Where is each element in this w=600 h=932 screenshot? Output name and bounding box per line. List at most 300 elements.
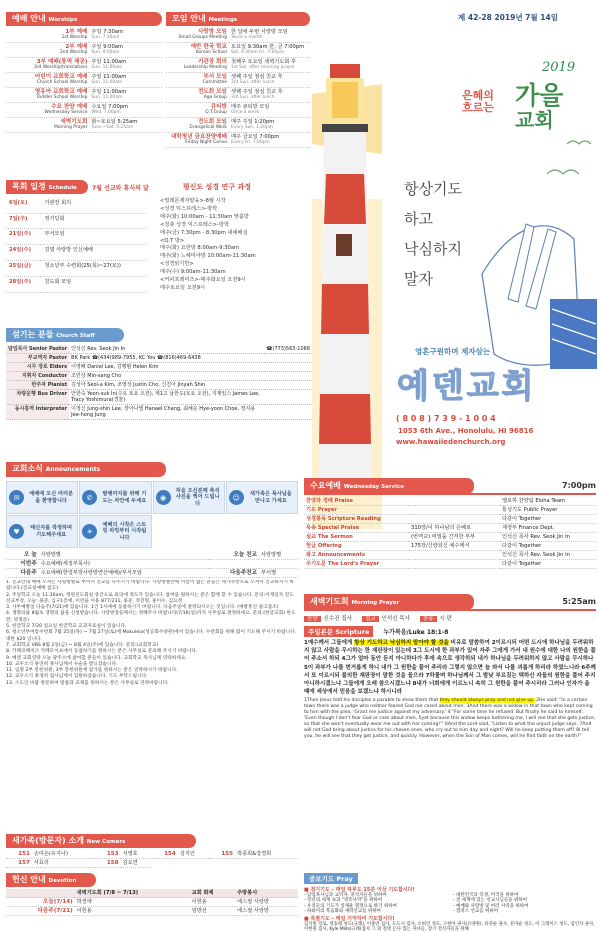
worship-name: 새벽기도회 Morning Prayer	[6, 118, 89, 133]
worship-name: 영유아 교회학교 예배 Toddler School Worship	[6, 88, 89, 103]
announcements-header: 교회소식 Announcements	[6, 462, 166, 477]
course-line: 매주(화) 요한방 8:00am-9:30am	[160, 245, 240, 252]
notice-item: 8. 카페코페미즈 카페모이프에서 동참하기를 원하시는 분은 사무실로 문의해 주시기 바랍니다.	[6, 649, 198, 655]
service-detail: (번역교) 비밀을 간직한 부부	[409, 533, 500, 542]
wednesday-table	[304, 497, 596, 569]
course-line: 매주(화) 느헤미야방 10:00am-11:30am	[160, 253, 256, 260]
staff-name: 인석신 Rev. Seok Jin In	[69, 345, 264, 354]
service-leader: 재정부 Finance Dept.	[500, 524, 596, 533]
staff-name: 조민상 Min-sang Cho	[69, 372, 264, 381]
schedule-note: 7월 선교와 휴식의 달	[92, 184, 149, 192]
prayer-item: - 예배와 사랑방 및 여러 사역을 위하여	[453, 903, 529, 909]
meeting-name-en: Small Groups Meeting	[178, 35, 227, 40]
service-leader: 다같이 Together	[500, 542, 596, 551]
cover-phone: ( 8 0 8 ) 7 3 9 - 1 0 0 4	[396, 414, 496, 423]
course-line: <성경 익스프레스>-방학	[160, 205, 218, 212]
service-row	[304, 506, 596, 515]
meeting-name: 부서 모임 Committee	[166, 73, 229, 88]
schedule-row	[6, 229, 146, 245]
announcement-text: 발행까지를 위해 기도는 차안에 두세요	[102, 491, 147, 504]
meeting-name-en: Age Group	[203, 95, 227, 100]
worship-time-en: Tues.~Sat. 5:25am	[91, 125, 134, 130]
announcement-icon: ♥	[9, 524, 24, 539]
worship-time-en: Wed. 7:00pm	[91, 110, 121, 115]
notice-item: 7. 교회학교 VBS 8월 2일(금) ~ 8월 4일(주)에 있습니다. 문의:(교회학교)	[6, 642, 159, 648]
worship-name-en: Toddler School Worship	[36, 95, 88, 100]
notice-item: 2. 주일학교 오늘 11:30am, 정원진도회실 중간으로 외의에 정도가 있습니다. 참여를 원하시는 분은 함께 할 수 있습니다. 문의:이재일자 전도선교부장, 오늘: 홍준, 입구1층에, 이런을 이용 877/231, 홍준, 정진형, 홍이수, 김요정	[6, 592, 294, 604]
course-line: <빌레몬제자양육>-8월 시작	[160, 198, 226, 204]
devotion-col-header: 교회 화제	[190, 889, 235, 898]
newcomer-name: 서영호	[121, 850, 152, 859]
worship-time: 주일 11:00am Sun. 11:00am	[89, 88, 162, 103]
meeting-desc: 토요일 9:30am 한, 금 7:00pm Sat. 9:30am Fri. 7:00pm	[229, 43, 310, 58]
meeting-desc: 매주 주일 1:20pm Every Sun. 1:20pm	[229, 118, 310, 133]
morning-header: 새벽기도회 Morning Prayer 5:25am	[304, 594, 596, 611]
worship-time: 화~토요일 5:25am Tues.~Sat. 5:25am	[89, 118, 162, 133]
staff-contact	[264, 381, 312, 390]
service-item: 특송 Special Praise	[304, 524, 409, 533]
prayer-item: - 캠퍼스 선교를 위하여	[453, 909, 499, 915]
leader-item	[304, 614, 352, 622]
service-leader: 인석신 목사 Rev. Seok Jin In	[500, 551, 596, 560]
announcement-card	[79, 481, 151, 514]
prayer-col-1	[304, 893, 447, 915]
service-detail	[409, 506, 500, 515]
service-detail: 310장/이 하나님의 은혜로	[409, 524, 500, 533]
newcomer-number: 155	[209, 850, 235, 859]
newcomers-table	[6, 850, 298, 868]
schedule-text: 기관장 회의	[41, 198, 146, 213]
worship-time-en: Sun. 7:30am	[91, 35, 120, 40]
notice-item: 3. 사무예방일 다음주(7/21)에 있습니다. 1인 1시에에 동참하시기 바랍니다. 다음주일에 결정되시오는 것입니다. (예방통신 광고참조)	[6, 605, 279, 611]
meeting-desc-en: Sat. 9:30am Fri. 7:00pm	[230, 50, 285, 55]
course-line: 매주(금) 7:30pm - 8:30pm 대예배실	[160, 229, 248, 236]
meeting-name: 대학청년 금요찬양예배 Friday Night Convo	[166, 133, 229, 148]
service-row	[304, 560, 596, 569]
staff-contact	[264, 390, 312, 405]
worship-time-en: Sun. 11:00am	[91, 65, 123, 70]
prayer-item: - 담임목사님과 교역자, 중직자들을 위하여	[304, 893, 387, 898]
leader-name: 인석신 목사	[381, 616, 410, 622]
course-line: <성경읽기반>	[160, 261, 194, 268]
devotion-row	[6, 907, 298, 916]
meeting-desc: 셋째 주일 점심 친교 후 3rd Sun. after lunch	[229, 88, 310, 103]
course-line: 매주토요일 오전9시	[160, 284, 206, 291]
cover-title-small: 은혜의 흐르는	[462, 89, 494, 114]
prayer-item: - 장년의 세계 속과 "영흥사역"을 위하여	[304, 898, 383, 904]
worship-name: 2부 예배 2nd Worship	[6, 43, 89, 58]
cover-panel	[312, 24, 597, 529]
course-line: <Q.T 방>	[160, 237, 185, 244]
meeting-desc: 셋째 주일 점심 친교 후 3rd Sun. after lunch	[229, 73, 310, 88]
meeting-row	[166, 103, 310, 118]
prayer-item: - 하와이의 복음화와 새력선교를 위하여	[304, 909, 381, 915]
notice-item: 5. 한글학교 7/20 일요일 한글학교 교과자료실이 있습니다.	[6, 624, 127, 630]
leader-item	[362, 614, 410, 622]
worship-row	[6, 103, 162, 118]
notice-item: 1. 진교안내 예배 오셔는 사랑방별로 부어서 진교를 나누시기 바랍니다. 사랑방별만에 이름이 없는 분들은 세가족반으로 오셔서 진교하시기 바랍니다.(진교실예배 참고)	[6, 580, 294, 592]
meeting-name: 큐티방 Q.T.Group	[166, 103, 229, 118]
worship-row	[6, 58, 162, 73]
staff-role: 반주자 Pianist	[6, 381, 69, 390]
meeting-row	[166, 88, 310, 103]
devotion-header: 헌신 안내 Devotion	[6, 873, 96, 887]
duty-row	[6, 551, 298, 560]
notice-list	[6, 580, 298, 763]
announcement-icon: ☀	[82, 524, 97, 539]
meeting-name: 전도회 모임 Evangelical Work	[166, 118, 229, 133]
meeting-desc: 매주 큐티방 모임 Once a week	[229, 103, 310, 118]
devotion-cell: 박경애	[75, 898, 190, 907]
worship-name-en: 3rd Worship(translation)	[34, 65, 88, 70]
service-item: 찬양과 경배 Praise	[304, 497, 409, 506]
duty-label: 다음주	[6, 569, 39, 578]
verse-line: 말자	[404, 270, 433, 288]
meetings-header: 모임 안내 Meetings	[166, 12, 310, 26]
meeting-name-en: Q.T.Group	[205, 110, 227, 115]
newcomer-name: 박종희&강경희	[235, 850, 298, 859]
staff-name: BK Park ☎(434)989-7955, KC You ☎(816)469-6438	[69, 354, 264, 363]
schedule-row	[6, 198, 146, 213]
schedule-text: 김엽 사랑방 인신예배	[41, 245, 146, 261]
worship-name-en: 1st Worship	[61, 35, 88, 40]
devotion-cell: 에스절 사랑방	[235, 907, 298, 916]
schedule-date: 21일(주)	[6, 229, 41, 245]
wednesday-header: 수요예배 Wednesday Service 7:00pm	[304, 478, 596, 495]
service-leader: 인석신 목사 Rev. Seok Jin In	[500, 533, 596, 542]
staff-row	[6, 405, 312, 420]
notice-item: 9. 예덴 교회연락 오늘 광주소에 참여할 분들이 있습니다. 교회학교 목사님께 연락하세요.	[6, 655, 187, 661]
service-leader: 통성기도 Public Prayer	[500, 506, 596, 515]
service-leader: 다같이 Together	[500, 560, 596, 569]
leader-name: 시 편	[439, 616, 452, 622]
course-line: <청총 성경 익스프레스>-방학	[160, 221, 229, 228]
meeting-name-en: Leadership Meeting	[183, 65, 227, 70]
service-item: 광고 Announcements	[304, 551, 409, 560]
prayer-item: - 대한민국과 학생, 미국을 위하여	[453, 893, 519, 898]
meeting-row	[166, 28, 310, 43]
announcement-text: 예배의 시작은 스트링 파밍부터 시작됩니다	[102, 521, 147, 541]
staff-contact	[264, 372, 312, 381]
devotion-col-header	[6, 889, 75, 898]
staff-role: 동시통역 Interpreter	[6, 405, 69, 420]
newcomer-number: 154	[152, 850, 178, 859]
announcement-icon: ✆	[82, 490, 97, 505]
devotion-cell: 이헌용	[75, 907, 190, 916]
announcement-card	[226, 481, 298, 514]
meeting-name: 예반 한국 학교 Korean School	[166, 43, 229, 58]
newcomer-name: 사효리	[32, 859, 95, 868]
service-detail	[409, 560, 500, 569]
duty-label: 오 늘	[6, 551, 39, 560]
course-line: 매주(수) 9:00am-11:30am	[160, 269, 226, 276]
worship-section	[6, 12, 162, 133]
notice-item: 4. 생명의삶 8월초 생명의 삶을 신청받습니다. 사랑방장들께서는 정해주시 바랍니다(7/16(일)까지 사무실로 결정하세요. 문의:(한글교회) 한도완, 영생준)	[6, 611, 296, 623]
staff-contact: ☎(773)563-1066	[266, 346, 310, 352]
newcomers-header: 새가족(방문자) 소개 New Comers	[6, 834, 196, 848]
cover-address: 1053 6th Ave., Honolulu, HI 96816	[398, 427, 534, 435]
worship-table	[6, 28, 162, 133]
newcomer-number: 157	[6, 859, 32, 868]
meeting-desc: 매주 금요일 7:00pm Every Fri. 7:00pm	[229, 133, 310, 148]
schedule-row	[6, 213, 146, 229]
staff-name: 김성아 Seol-a Kim, 조영성 Justin Cho, 신진아 Jinyah Shin	[69, 381, 264, 390]
notice-item: 13. 스도인 바람 방문하여 말씀과 교제를 원하시는 분은 사무실로 연락바랍니다.	[6, 680, 169, 686]
staff-row	[6, 363, 312, 372]
meeting-desc-en: Twice a month	[230, 35, 263, 40]
staff-name: 안한숙 Yeon-suk In(수요 토요 오전), 제1고 남한도(토요 오전), 지제임스 James Lee, Tracy Yoshimura(경찰)	[69, 390, 264, 405]
meeting-desc: 한 달에 두번 사랑방 모임 Twice a month	[229, 28, 310, 43]
schedule-date: 7일(주)	[6, 213, 41, 229]
worship-name-en: Church School Worship	[36, 80, 88, 85]
special-prayer-list: 김석원 장로, 영송래 성도(규례), 이충연 집사, 도도시 집사, 오희연 성도, 구현아 권사(요양원), 류영순 권사, 문미순 성도, 이 그레이스 성도, 임인자 권사, 이현원 집사, Kyle Mills(규례)집사 그 외 질병 돈다 있는 자녀들, 장기 결석자들을 위해	[304, 921, 595, 932]
special-prayer-title: ■ 특별기도 – 매일 기억하여 기도합시다!	[304, 915, 395, 922]
schedule-row	[6, 261, 146, 277]
cover-title-big: 가을 교회	[515, 81, 564, 132]
staff-section	[6, 328, 312, 420]
morning-leaders	[304, 614, 596, 622]
scripture-label: 주일본문 Scripture	[304, 626, 373, 637]
announcement-card	[6, 481, 78, 514]
duty-role: 수요예배(한얼부장사랑방연산예배)/부서모임	[39, 569, 209, 578]
service-row	[304, 542, 596, 551]
staff-contact	[264, 405, 312, 420]
announcement-card	[79, 515, 151, 548]
worship-name: 3부 예배(통역 제공) 3rd Worship(translation)	[6, 58, 89, 73]
staff-role: 부교역자 Pastor	[6, 354, 69, 363]
duty-label: 이번주	[6, 560, 39, 569]
leader-tag: 설교	[362, 616, 379, 622]
cover-year: 2019	[542, 60, 576, 75]
meeting-name: 기관장 회의 Leadership Meeting	[166, 58, 229, 73]
service-row	[304, 533, 596, 542]
newcomer-number: 151	[6, 850, 32, 859]
devotion-cell: 에스절 사랑방	[235, 898, 298, 907]
cover-web: www.hawaiiedenchurch.org	[396, 438, 506, 446]
service-leader: 다같이 Together	[500, 515, 596, 524]
worship-time-en: Sun. 9:00am	[91, 50, 120, 55]
schedule-date: 28일(주)	[6, 277, 41, 293]
devotion-section	[6, 873, 298, 916]
meetings-section	[166, 12, 310, 148]
staff-role: 차량운행 Bus Driver	[6, 390, 69, 405]
newcomer-name: 김요연	[121, 859, 152, 868]
worship-row	[6, 118, 162, 133]
staff-header: 섬기는 분들 Church Staff	[6, 328, 124, 342]
course-list	[146, 198, 312, 293]
notice-item: 11. 임명 2부 봉헌위원, 3부 봉헌위원에 참가를 원하시는 분은 연락하시기 바랍니다.	[6, 668, 178, 674]
staff-table	[6, 345, 312, 420]
service-leader: 엘로하 찬양팀 Eloha Team	[500, 497, 596, 506]
announcement-icons	[6, 481, 298, 548]
newcomer-name: 손미은(유지나)	[32, 850, 95, 859]
prayer-item: - 우리들의 기도가 일깨운 열정으로 하기 위하여	[304, 903, 397, 909]
service-item: 주기도문 The Lord's Prayer	[304, 560, 409, 569]
prayer-item: - 전 세계에 있는 선교사님들을 위하여	[453, 898, 527, 904]
newcomer-number: 158	[95, 859, 121, 868]
service-row	[304, 497, 596, 506]
meeting-row	[166, 133, 310, 148]
service-row	[304, 524, 596, 533]
announcement-text: 예배에 오신 여러분을 환영합니다	[29, 491, 73, 504]
schedule-date: 24일(수)	[6, 245, 41, 261]
newcomer-name: 김지인	[178, 850, 209, 859]
service-detail	[409, 551, 500, 560]
course-line: <커피프레미즈>-매주화요일 오전9시	[160, 277, 246, 284]
service-item: 성경봉독 Scripture Reading	[304, 515, 409, 524]
staff-role: 지휘자 Conductor	[6, 372, 69, 381]
announcement-text: 새가족은 목사님을 만나고 가세요	[249, 491, 292, 504]
announcement-icon: ☺	[229, 490, 244, 505]
staff-contact	[264, 354, 312, 363]
announcement-text: 처음 오신분께 축석사진을 찍어 드립니다	[175, 487, 220, 507]
service-detail	[409, 515, 500, 524]
announcement-card	[6, 515, 78, 548]
staff-row	[6, 372, 312, 381]
service-item: 헌금 Offering	[304, 542, 409, 551]
prayer-section	[304, 866, 596, 932]
worship-row	[6, 88, 162, 103]
worship-time-en: Sun. 11:00am	[91, 80, 123, 85]
duty-value	[259, 560, 298, 569]
announcements-section	[6, 462, 298, 763]
staff-row	[6, 345, 312, 354]
verse-line: 하고	[404, 210, 433, 228]
service-row	[304, 551, 596, 560]
schedule-row	[6, 245, 146, 261]
leader-tag: 찬송	[420, 616, 437, 622]
duty-role: 사랑방별	[39, 551, 209, 560]
worship-time: 수요일 7:00pm Wed. 7:00pm	[89, 103, 162, 118]
duty-value: 사랑방별	[259, 551, 298, 560]
meeting-row	[166, 58, 310, 73]
duty-label-2	[209, 560, 259, 569]
notice-item: 12. 교우소식 홍경희 집사님께서 입원하셨습니다. 기도 부탁드립니다.	[6, 674, 148, 680]
worship-name-en: Morning Prayer	[54, 125, 88, 130]
announcement-text: 태신자를 작정하며 기도해주세요	[30, 525, 73, 538]
meeting-row	[166, 73, 310, 88]
service-item: 기도 Prayer	[304, 506, 409, 515]
duty-row	[6, 560, 298, 569]
meeting-name-en: Committee	[202, 80, 227, 85]
duty-label-2: 오늘 친교	[209, 551, 259, 560]
meeting-name: 전도회 모임 Age Group	[166, 88, 229, 103]
devotion-cell: 다음주(7/21)	[6, 907, 75, 916]
notice-item: 6. 청소년부여름수련회 7월 25일(목) ~ 7월 27일(토)에 Mokuleia(성공회수양관)에서 있습니다. 수련회를 위해 많이 기도해 주시기 바랍니다. 대한 $20 입니다.	[6, 630, 297, 642]
devotion-row	[6, 898, 298, 907]
worship-name: 어린이 교회학교 예배 Church School Worship	[6, 73, 89, 88]
meeting-desc-en: 3rd Sun. after lunch	[230, 80, 275, 85]
meeting-desc-en: Once a week	[230, 110, 260, 115]
meeting-name: 사랑방 모임 Small Groups Meeting	[166, 28, 229, 43]
worship-row	[6, 43, 162, 58]
leader-item	[420, 614, 452, 622]
schedule-date: 6일(토)	[6, 198, 41, 213]
meeting-row	[166, 43, 310, 58]
prayer-subtitle: ■ 정기기도 – 매일 하루도 15분 이상 기도합시다!	[304, 887, 415, 893]
schedule-text: 친도회 모임	[41, 277, 146, 293]
staff-row	[6, 381, 312, 390]
schedule-text: 부서모임	[41, 229, 146, 245]
staff-role: 담임목사 Senior Pastor	[8, 346, 68, 352]
meeting-desc-en: Every Sun. 1:20pm	[230, 125, 273, 130]
worship-time: 주일 9:00am Sun. 9:00am	[89, 43, 162, 58]
meeting-desc: 첫째주 토요일 새벽기도회 후 1st Sat. after morning prayer	[229, 58, 310, 73]
schedule-date: 25일(금)	[6, 261, 41, 277]
staff-role: 시무 장로 Elders	[6, 363, 69, 372]
leader-name: 신수진 집사	[323, 616, 352, 622]
worship-time-en: Sun. 11:00am	[91, 95, 123, 100]
issue-number: 제 42-28 2019년 7월 14일	[458, 13, 558, 22]
meetings-table	[166, 28, 310, 148]
duty-table	[6, 551, 298, 578]
scripture-english: 1Then Jesus told his disciples a parable to show them that they should always pray and not give up. 2He said: "In a certain town there was a judge who neither feared God nor cared about men. 3And there was a widow in that town who kept coming to him with the plea, 'Grant me justice against my adversary.' 4 "For some time he refused. But finally he said to himself, 'Even though I don't fear God or care about men, 5yet because this widow keeps bothering me, I will see that she gets justice, so that she won't eventually wear me out with her coming!'" 6And the Lord said, "Listen to what the unjust judge says. 7And will not God bring about justice for his chosen ones, who cry out to him day and night? Will he keep putting them off? 8I tell you, he will see that they get justice, and quickly. However, when the Son of Man comes, will he find faith on the earth?"	[304, 698, 596, 740]
worship-row	[6, 73, 162, 88]
devotion-col-header: 새벽기도회 (7/8 ~ 7/13)	[75, 889, 190, 898]
meeting-desc-en: 1st Sat. after morning prayer	[230, 65, 295, 70]
duty-row	[6, 569, 298, 578]
worship-name: 수요 찬양 예배 Wednesday Service	[6, 103, 89, 118]
worship-name: 1부 예배 1st Worship	[6, 28, 89, 43]
worship-time: 주일 11:00am Sun. 11:00am	[89, 73, 162, 88]
staff-name: 이영배 Daniel Lee, 김행범 Helen Kim	[69, 363, 264, 372]
course-line: 매주(화) 10:00am - 11:30am 맞춤방	[160, 213, 249, 220]
worship-name-en: 2nd Worship	[60, 50, 88, 55]
staff-row	[6, 354, 312, 363]
newcomers-section	[6, 834, 298, 868]
schedule-text: 청소년부 수련회(25(목)~27(토))	[41, 261, 146, 277]
schedule-text: 정기당회	[41, 213, 146, 229]
schedule-table	[6, 198, 146, 293]
wednesday-section	[304, 478, 596, 569]
meeting-name-en: Evangelical Work	[189, 125, 227, 130]
duty-value: 부서별	[259, 569, 298, 578]
devotion-header-row	[6, 889, 298, 898]
meeting-name-en: Korean School	[195, 50, 227, 55]
newcomer-row	[6, 859, 298, 868]
meeting-name-en: Friday Night Convo	[185, 140, 227, 145]
cover-church-name: 예덴교회	[397, 366, 537, 405]
service-row	[304, 515, 596, 524]
worship-name-en: Wednesday Service	[44, 110, 88, 115]
duty-label-2: 다음주친교	[209, 569, 259, 578]
meeting-row	[166, 118, 310, 133]
worship-time: 주일 7:30am Sun. 7:30am	[89, 28, 162, 43]
staff-name: 이정신 Jung-shin Lee, 장아나엘 Hanael Chang, 최해운 Hye-yoon Choe, 정지용 Jee-hong Jung	[69, 405, 264, 420]
leader-tag: 찬양	[304, 616, 321, 622]
service-item: 설교 The Sermon	[304, 533, 409, 542]
devotion-table	[6, 889, 298, 916]
scripture-ref: 누가복음/Luke 18:1-8	[383, 629, 449, 636]
verse-line: 낙심하지	[404, 240, 462, 258]
devotion-cell: 오늘(7/14)	[6, 898, 75, 907]
service-detail: 175장/신랑되신 예수께서	[409, 542, 500, 551]
schedule-section	[6, 180, 312, 293]
announcement-icon: ◉	[156, 490, 171, 505]
devotion-col-header: 주방봉사	[235, 889, 298, 898]
meeting-desc-en: 3rd Sun. after lunch	[230, 95, 275, 100]
worship-time: 주일 11:00am Sun. 11:00am	[89, 58, 162, 73]
duty-role: 수요예배(세정부목사)	[39, 560, 209, 569]
morning-section	[304, 594, 596, 740]
meeting-desc-en: Every Fri. 7:00pm	[230, 140, 270, 145]
scripture-korean: 1예수께서 그들에게 항상 기도하고 낙심하지 말아야 할 것을 비유로 말씀하여 2이르시되 어떤 도시에 하나님을 두려워하지 않고 사람을 무시하는 한 재판장이 있는데 3그 도시에 한 과부가 있어 자주 그에게 가서 내 원수에 대한 나의 원한을 풀어 주소서 하되 4그가 얼마 동안 듣지 아니하다가 후에 속으로 생각하되 내가 하나님을 두려워하지 않고 사람을 무시하나 5이 과부가 나를 번거롭게 하니 내가 그 원한을 풀어 주리라 그렇지 않으면 늘 와서 나를 괴롭게 하리라 하였느니라 6주께서 또 이르시되 불의한 재판장이 말한 것을 들으라 7하물며 하나님께서 그 밤낮 부르짖는 택하신 자들의 원한을 풀어 주지 아니하시겠느냐 그들에게 오래 참으시겠느냐 8내가 너희에게 이르노니 속히 그 원한을 풀어 주시리라 그러나 인자가 올 때에 세상에서 믿음을 보겠느냐 하시니라	[304, 640, 596, 696]
schedule-row	[6, 277, 146, 293]
prayer-col-2	[453, 893, 596, 915]
devotion-cell: 이헌용	[190, 898, 235, 907]
announcement-card	[153, 481, 225, 514]
cover-motto: 영혼구원하며 제자삼는	[415, 347, 491, 356]
